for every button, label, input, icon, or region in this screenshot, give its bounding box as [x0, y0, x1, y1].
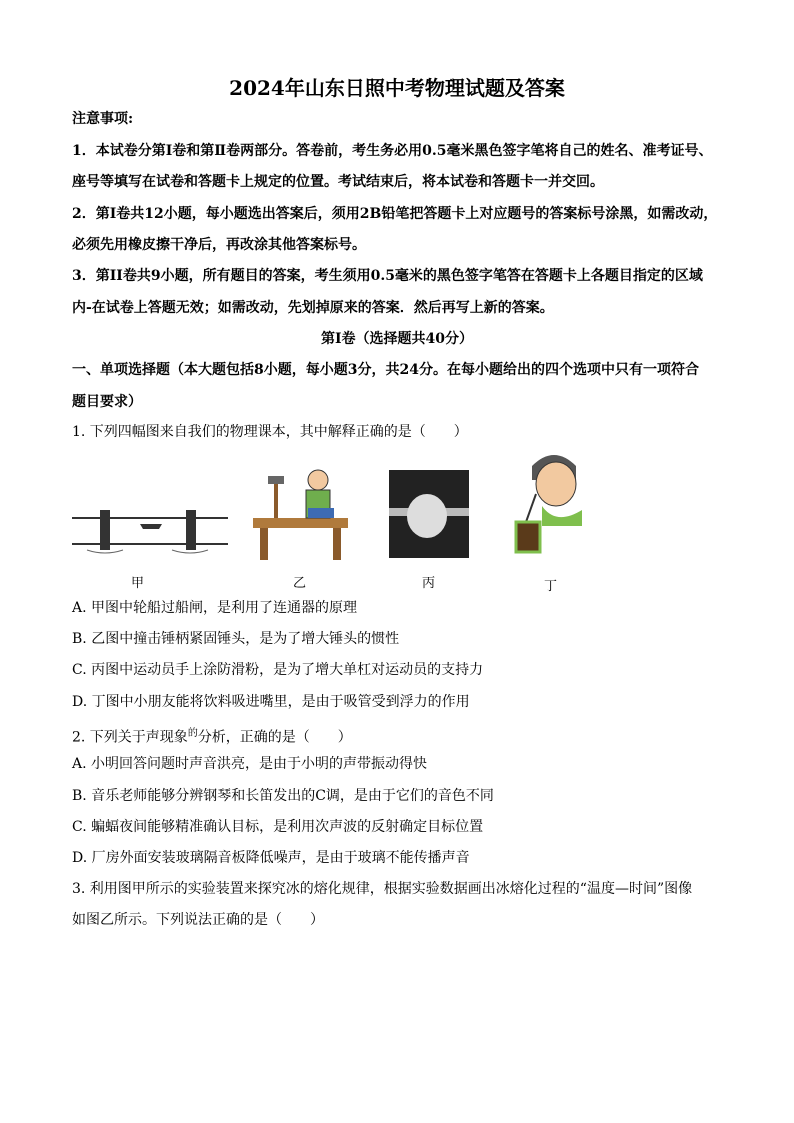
figure-caption: 丙: [422, 576, 436, 591]
ship-lock-figure: [72, 500, 228, 560]
question-2-option-d: D. 厂房外面安装玻璃隔音板降低噪声，是由于玻璃不能传播声音: [72, 850, 470, 866]
question-3-stem: 3. 利用图甲所示的实验装置来探究冰的熔化规律，根据实验数据画出冰熔化过程的“温度—时间”图像: [72, 881, 693, 897]
notice-line: 2．第Ⅰ卷共12小题，每小题选出答案后，须用2B铅笔把答题卡上对应题号的答案标号涂黑，如需改动，: [72, 206, 718, 222]
question-1-option-a: A. 甲图中轮船过船闸，是利用了连通器的原理: [72, 600, 358, 616]
question-2-option-a: A. 小明回答问题时声音洪亮，是由于小明的声带振动得快: [72, 756, 428, 772]
question-2-option-c: C. 蝙蝠夜间能够精准确认目标，是利用次声波的反射确定目标位置: [72, 819, 484, 835]
question-1-option-c: C. 丙图中运动员手上涂防滑粉，是为了增大单杠对运动员的支持力: [72, 662, 484, 678]
stem-superscript: 的: [187, 728, 198, 739]
figure-caption: 丁: [544, 579, 558, 594]
part-one-heading: 一、单项选择题（本大题包括8小题，每小题3分，共24分。在每小题给出的四个选项中只有一项符合: [72, 362, 699, 378]
notice-line: 3．第II卷共9小题，所有题目的答案，考生须用0.5毫米的黑色签字笔答在答题卡上各题目指定的区域: [72, 268, 703, 284]
page-title: 2024年山东日照中考物理试题及答案: [229, 76, 565, 100]
question-1-option-b: B. 乙图中撞击锤柄紧固锤头，是为了增大锤头的惯性: [72, 631, 400, 647]
hammer-figure: [238, 458, 358, 563]
gymnast-hand-figure: [389, 470, 469, 558]
notice-line: 必须先用橡皮擦干净后，再改涂其他答案标号。: [72, 237, 366, 253]
question-1-stem: 1. 下列四幅图来自我们的物理课本，其中解释正确的是（ ）: [72, 424, 468, 440]
question-3-stem: 如图乙所示。下列说法正确的是（ ）: [72, 912, 324, 928]
figure-caption: 乙: [293, 576, 307, 591]
straw-drinking-figure: [512, 446, 596, 556]
notice-line: 内-在试卷上答题无效；如需改动，先划掉原来的答案．然后再写上新的答案。: [72, 300, 554, 316]
figure-caption: 甲: [131, 576, 145, 591]
part-one-heading: 题目要求）: [72, 394, 142, 410]
question-2-stem: [72, 725, 352, 747]
section-title: 第Ⅰ卷（选择题共40分）: [320, 331, 474, 347]
notice-heading: 注意事项:: [72, 111, 134, 127]
stem-part: 分析，正确的是（ ）: [197, 729, 352, 746]
question-2-option-b: B. 音乐老师能够分辨钢琴和长笛发出的C调，是由于它们的音色不同: [72, 788, 494, 804]
stem-part: 2. 下列关于声现象: [72, 729, 188, 746]
notice-line: 座号等填写在试卷和答题卡上规定的位置。考试结束后，将本试卷和答题卡一并交回。: [72, 174, 604, 190]
question-1-option-d: D. 丁图中小朋友能将饮料吸进嘴里，是由于吸管受到浮力的作用: [72, 694, 470, 710]
notice-line: 1．本试卷分第Ⅰ卷和第Ⅱ卷两部分。答卷前，考生务必用0.5毫米黑色签字笔将自己的姓名、准考证号、: [72, 143, 713, 159]
